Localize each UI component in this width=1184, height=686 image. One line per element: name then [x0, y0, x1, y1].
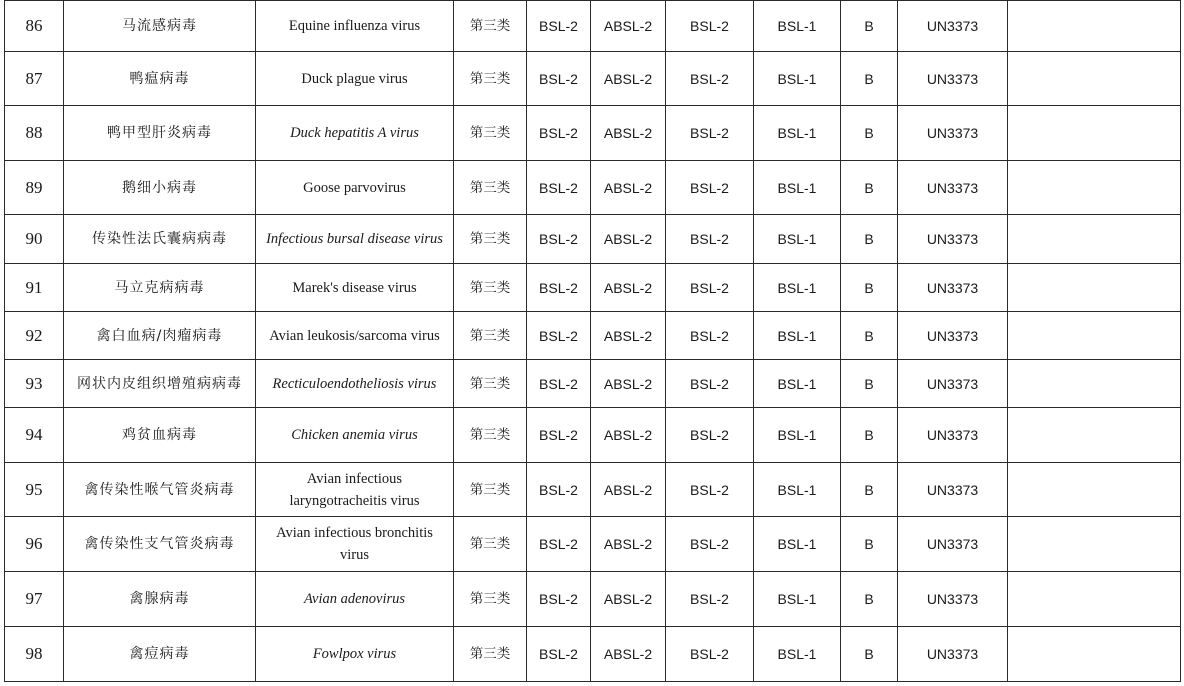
uncultured-material-level: BSL-2: [666, 161, 754, 215]
uncultured-material-level: BSL-2: [666, 1, 754, 52]
chinese-name: 鸭甲型肝炎病毒: [64, 106, 256, 161]
un-number: UN3373: [898, 360, 1008, 408]
animal-infection-level: ABSL-2: [591, 517, 666, 572]
animal-infection-level: ABSL-2: [591, 408, 666, 463]
transport-class: B: [841, 627, 898, 682]
remarks-cell: [1008, 312, 1181, 360]
lab-culture-level: BSL-2: [527, 52, 591, 106]
uncultured-material-level: BSL-2: [666, 312, 754, 360]
row-number: 94: [5, 408, 64, 463]
lab-culture-level: BSL-2: [527, 517, 591, 572]
remarks-cell: [1008, 627, 1181, 682]
animal-infection-level: ABSL-2: [591, 264, 666, 312]
row-number: 87: [5, 52, 64, 106]
un-number: UN3373: [898, 161, 1008, 215]
table-row: [5, 264, 1181, 312]
row-number: 93: [5, 360, 64, 408]
chinese-name: 禽传染性支气管炎病毒: [64, 517, 256, 572]
inactivated-material-level: BSL-1: [754, 52, 841, 106]
un-number: UN3373: [898, 408, 1008, 463]
inactivated-material-level: BSL-1: [754, 264, 841, 312]
remarks-cell: [1008, 215, 1181, 264]
table-row: [5, 215, 1181, 264]
chinese-name: 马流感病毒: [64, 1, 256, 52]
inactivated-material-level: BSL-1: [754, 408, 841, 463]
pathogen-table: [4, 0, 1181, 682]
row-number: 98: [5, 627, 64, 682]
uncultured-material-level: BSL-2: [666, 360, 754, 408]
remarks-cell: [1008, 106, 1181, 161]
inactivated-material-level: BSL-1: [754, 1, 841, 52]
uncultured-material-level: BSL-2: [666, 627, 754, 682]
chinese-name: 网状内皮组织增殖病病毒: [64, 360, 256, 408]
chinese-name: 禽痘病毒: [64, 627, 256, 682]
hazard-category: 第三类: [454, 312, 527, 360]
animal-infection-level: ABSL-2: [591, 360, 666, 408]
animal-infection-level: ABSL-2: [591, 215, 666, 264]
chinese-name: 鸡贫血病毒: [64, 408, 256, 463]
lab-culture-level: BSL-2: [527, 627, 591, 682]
hazard-category: 第三类: [454, 360, 527, 408]
uncultured-material-level: BSL-2: [666, 264, 754, 312]
animal-infection-level: ABSL-2: [591, 106, 666, 161]
un-number: UN3373: [898, 627, 1008, 682]
inactivated-material-level: BSL-1: [754, 517, 841, 572]
chinese-name: 鸭瘟病毒: [64, 52, 256, 106]
chinese-name: 鹅细小病毒: [64, 161, 256, 215]
lab-culture-level: BSL-2: [527, 463, 591, 517]
hazard-category: 第三类: [454, 215, 527, 264]
lab-culture-level: BSL-2: [527, 106, 591, 161]
hazard-category: 第三类: [454, 52, 527, 106]
inactivated-material-level: BSL-1: [754, 572, 841, 627]
inactivated-material-level: BSL-1: [754, 360, 841, 408]
un-number: UN3373: [898, 572, 1008, 627]
english-name: Duck plague virus: [256, 52, 454, 106]
lab-culture-level: BSL-2: [527, 264, 591, 312]
remarks-cell: [1008, 1, 1181, 52]
transport-class: B: [841, 215, 898, 264]
english-name: Infectious bursal disease virus: [256, 215, 454, 264]
hazard-category: 第三类: [454, 463, 527, 517]
english-name: Equine influenza virus: [256, 1, 454, 52]
transport-class: B: [841, 517, 898, 572]
hazard-category: 第三类: [454, 264, 527, 312]
row-number: 92: [5, 312, 64, 360]
row-number: 88: [5, 106, 64, 161]
table-row: [5, 106, 1181, 161]
animal-infection-level: ABSL-2: [591, 1, 666, 52]
remarks-cell: [1008, 360, 1181, 408]
transport-class: B: [841, 1, 898, 52]
table-row: [5, 517, 1181, 572]
chinese-name: 马立克病病毒: [64, 264, 256, 312]
uncultured-material-level: BSL-2: [666, 517, 754, 572]
english-name: Avian adenovirus: [256, 572, 454, 627]
remarks-cell: [1008, 572, 1181, 627]
hazard-category: 第三类: [454, 408, 527, 463]
un-number: UN3373: [898, 106, 1008, 161]
uncultured-material-level: BSL-2: [666, 572, 754, 627]
remarks-cell: [1008, 52, 1181, 106]
inactivated-material-level: BSL-1: [754, 215, 841, 264]
row-number: 89: [5, 161, 64, 215]
transport-class: B: [841, 463, 898, 517]
chinese-name: 传染性法氏囊病病毒: [64, 215, 256, 264]
chinese-name: 禽腺病毒: [64, 572, 256, 627]
remarks-cell: [1008, 517, 1181, 572]
inactivated-material-level: BSL-1: [754, 627, 841, 682]
un-number: UN3373: [898, 517, 1008, 572]
animal-infection-level: ABSL-2: [591, 463, 666, 517]
un-number: UN3373: [898, 1, 1008, 52]
transport-class: B: [841, 264, 898, 312]
transport-class: B: [841, 360, 898, 408]
chinese-name: 禽白血病/肉瘤病毒: [64, 312, 256, 360]
english-name: Avian leukosis/sarcoma virus: [256, 312, 454, 360]
inactivated-material-level: BSL-1: [754, 161, 841, 215]
uncultured-material-level: BSL-2: [666, 408, 754, 463]
uncultured-material-level: BSL-2: [666, 52, 754, 106]
transport-class: B: [841, 572, 898, 627]
hazard-category: 第三类: [454, 161, 527, 215]
inactivated-material-level: BSL-1: [754, 312, 841, 360]
table-row: [5, 408, 1181, 463]
un-number: UN3373: [898, 312, 1008, 360]
un-number: UN3373: [898, 52, 1008, 106]
hazard-category: 第三类: [454, 517, 527, 572]
english-name: Fowlpox virus: [256, 627, 454, 682]
english-name: Chicken anemia virus: [256, 408, 454, 463]
remarks-cell: [1008, 264, 1181, 312]
transport-class: B: [841, 161, 898, 215]
lab-culture-level: BSL-2: [527, 215, 591, 264]
uncultured-material-level: BSL-2: [666, 106, 754, 161]
lab-culture-level: BSL-2: [527, 408, 591, 463]
english-name: Avian infectious laryngotracheitis virus: [256, 463, 454, 517]
transport-class: B: [841, 106, 898, 161]
chinese-name: 禽传染性喉气管炎病毒: [64, 463, 256, 517]
table-row: [5, 572, 1181, 627]
english-name: Recticuloendotheliosis virus: [256, 360, 454, 408]
english-name: Avian infectious bronchitis virus: [256, 517, 454, 572]
lab-culture-level: BSL-2: [527, 312, 591, 360]
transport-class: B: [841, 52, 898, 106]
row-number: 95: [5, 463, 64, 517]
remarks-cell: [1008, 408, 1181, 463]
row-number: 96: [5, 517, 64, 572]
english-name: Marek's disease virus: [256, 264, 454, 312]
transport-class: B: [841, 312, 898, 360]
animal-infection-level: ABSL-2: [591, 52, 666, 106]
animal-infection-level: ABSL-2: [591, 161, 666, 215]
transport-class: B: [841, 408, 898, 463]
inactivated-material-level: BSL-1: [754, 463, 841, 517]
table-row: [5, 1, 1181, 52]
table-row: [5, 312, 1181, 360]
lab-culture-level: BSL-2: [527, 360, 591, 408]
un-number: UN3373: [898, 264, 1008, 312]
inactivated-material-level: BSL-1: [754, 106, 841, 161]
lab-culture-level: BSL-2: [527, 161, 591, 215]
hazard-category: 第三类: [454, 627, 527, 682]
remarks-cell: [1008, 161, 1181, 215]
table-row: [5, 463, 1181, 517]
animal-infection-level: ABSL-2: [591, 572, 666, 627]
un-number: UN3373: [898, 463, 1008, 517]
lab-culture-level: BSL-2: [527, 572, 591, 627]
row-number: 86: [5, 1, 64, 52]
row-number: 90: [5, 215, 64, 264]
english-name: Duck hepatitis A virus: [256, 106, 454, 161]
lab-culture-level: BSL-2: [527, 1, 591, 52]
table-row: [5, 161, 1181, 215]
table-row: [5, 52, 1181, 106]
uncultured-material-level: BSL-2: [666, 215, 754, 264]
row-number: 91: [5, 264, 64, 312]
remarks-cell: [1008, 463, 1181, 517]
hazard-category: 第三类: [454, 1, 527, 52]
hazard-category: 第三类: [454, 572, 527, 627]
animal-infection-level: ABSL-2: [591, 627, 666, 682]
english-name: Goose parvovirus: [256, 161, 454, 215]
un-number: UN3373: [898, 215, 1008, 264]
uncultured-material-level: BSL-2: [666, 463, 754, 517]
hazard-category: 第三类: [454, 106, 527, 161]
row-number: 97: [5, 572, 64, 627]
animal-infection-level: ABSL-2: [591, 312, 666, 360]
table-body: [5, 1, 1181, 682]
table-row: [5, 360, 1181, 408]
table-row: [5, 627, 1181, 682]
